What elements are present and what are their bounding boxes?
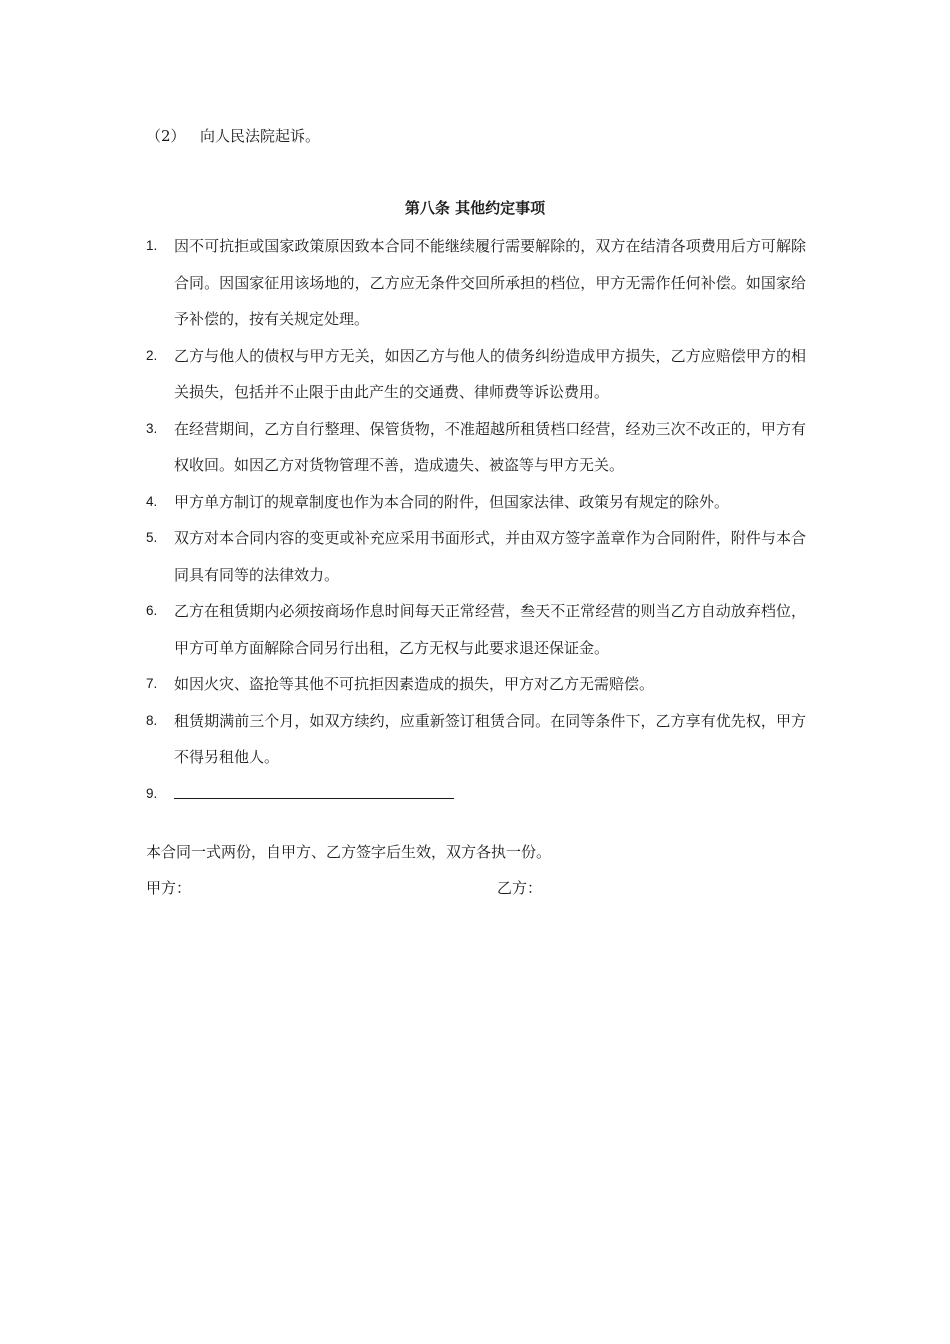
- clause-text: 在经营期间，乙方自行整理、保管货物，不准超越所租赁档口经营，经劝三次不改正的，甲方有权收回。如因乙方对货物管理不善，造成遗失、被盗等与甲方无关。: [174, 419, 806, 474]
- clause-number: 5.: [146, 530, 158, 545]
- clause-text: 乙方在租赁期内必须按商场作息时间每天正常经营，叁天不正常经营的则当乙方自动放弃档位，甲方可单方面解除合同另行出租，乙方无权与此要求退还保证金。: [174, 602, 806, 657]
- clause-item: [146, 520, 806, 593]
- clause-item: [146, 338, 806, 411]
- clause-item: [146, 593, 806, 666]
- clause-item: [146, 703, 806, 776]
- clause-text: 双方对本合同内容的变更或补充应采用书面形式，并由双方签字盖章作为合同附件，附件与本合同具有同等的法律效力。: [174, 529, 806, 584]
- clause-number: 9.: [146, 785, 158, 801]
- clause-number: 7.: [146, 676, 158, 691]
- clause-number: 4.: [146, 493, 158, 509]
- clause-text: 因不可抗拒或国家政策原因致本合同不能继续履行需要解除的，双方在结清各项费用后方可解除合同。因国家征用该场地的，乙方应无条件交回所承担的档位，甲方无需作任何补偿。如国家给予补偿的，按有关规定处理。: [174, 237, 806, 328]
- clause-item: [146, 228, 806, 338]
- clause-number: 2.: [146, 347, 158, 363]
- clause-item: [146, 666, 806, 703]
- clause-item: [146, 484, 806, 521]
- clause-number: 3.: [146, 420, 158, 436]
- clause-text: 甲方单方制订的规章制度也作为本合同的附件，但国家法律、政策另有规定的除外。: [174, 492, 730, 511]
- clause-number: 8.: [146, 712, 158, 728]
- clause-item: [146, 411, 806, 484]
- intro-clause-text: 向人民法院起诉。: [200, 127, 321, 145]
- clause-list: [146, 228, 806, 812]
- clause-text: 租赁期满前三个月，如双方续约，应重新签订租赁合同。在同等条件下，乙方享有优先权，甲方不得另租他人。: [174, 711, 806, 766]
- intro-clause: [146, 124, 320, 148]
- closing-statement: 本合同一式两份，自甲方、乙方签字后生效，双方各执一份。: [146, 843, 552, 861]
- clause-item-blank: [146, 776, 806, 813]
- party-b-signature-label: 乙方：: [497, 879, 543, 897]
- blank-fill-line[interactable]: [174, 781, 454, 799]
- party-a-signature-label: 甲方：: [146, 879, 192, 897]
- section-title: 第八条 其他约定事项: [404, 199, 546, 217]
- clause-text: 如因火灾、盗抢等其他不可抗拒因素造成的损失，甲方对乙方无需赔偿。: [174, 675, 655, 693]
- clause-text: 乙方与他人的债权与甲方无关，如因乙方与他人的债务纠纷造成甲方损失，乙方应赔偿甲方的相关损失，包括并不止限于由此产生的交通费、律师费等诉讼费用。: [174, 346, 806, 401]
- intro-clause-number: （2）: [146, 127, 186, 145]
- clause-number: 6.: [146, 603, 158, 618]
- clause-number: 1.: [146, 238, 158, 253]
